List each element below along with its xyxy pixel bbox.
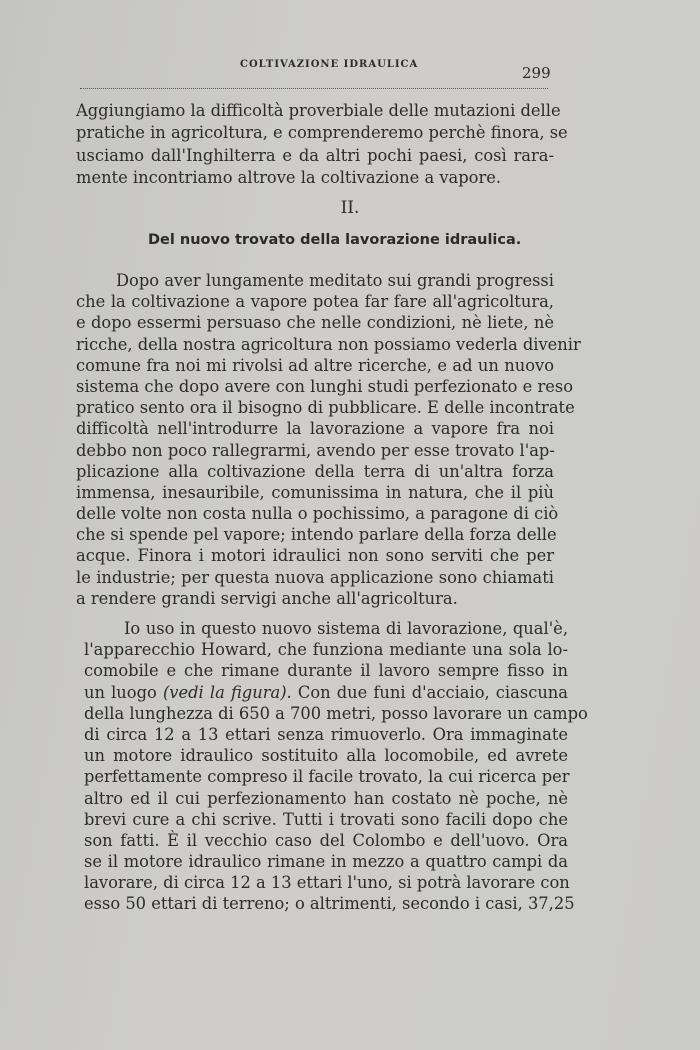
text-line: e dopo essermi persuaso che nelle condizioni, nè liete, nè: [76, 313, 554, 333]
page-number: 299: [522, 64, 551, 82]
text-line: [84, 682, 568, 703]
text-line: perfettamente compreso il facile trovato, la cui ricerca per: [84, 767, 570, 787]
text-line: acque. Finora i motori idraulici non sono serviti che per: [76, 546, 554, 566]
text-line: Dopo aver lungamente meditato sui grandi progressi: [116, 271, 554, 290]
text-line: ricche, della nostra agricoltura non possiamo vederla divenir: [76, 334, 581, 354]
text-line: esso 50 ettari di terreno; o altrimenti, secondo i casi, 37,25: [84, 894, 575, 914]
section-number: II.: [340, 198, 360, 218]
text-line: mente incontriamo altrove la coltivazione a vapore.: [76, 168, 502, 188]
text-line: di circa 12 a 13 ettari senza rimuoverlo. Ora immaginate: [84, 724, 568, 744]
text-line: che la coltivazione a vapore potea far fare all'agricoltura,: [76, 292, 554, 312]
text-line: difficoltà nell'introdurre la lavorazione a vapore fra noi: [76, 419, 554, 439]
text-line: un motore idraulico sostituito alla locomobile, ed avrete: [84, 746, 568, 766]
text-line: brevi cure a chi scrive. Tutti i trovati sono facili dopo che: [84, 809, 568, 829]
text-line: plicazione alla coltivazione della terra di un'altra forza: [76, 461, 554, 481]
text-line: che si spende pel vapore; intendo parlare della forza delle: [76, 525, 557, 545]
text-line: debbo non poco rallegrarmi, avendo per esse trovato l'ap-: [76, 440, 555, 460]
text-span: un luogo: [84, 682, 163, 702]
text-line: Io uso in questo nuovo sistema di lavorazione, qual'è,: [124, 619, 568, 638]
running-title: COLTIVAZIONE IDRAULICA: [240, 59, 419, 70]
text-line: altro ed il cui perfezionamento han costato nè poche, nè: [84, 788, 568, 808]
text-line: Aggiungiamo la difficoltà proverbiale delle mutazioni delle: [76, 101, 561, 120]
paragraph-3: [84, 618, 588, 915]
text-line: pratiche in agricoltura, e comprenderemo perchè finora, se: [76, 123, 568, 143]
text-line: comobile e che rimane durante il lavoro sempre fisso in: [84, 661, 568, 681]
paragraph-2: [76, 270, 581, 609]
header-rule: [80, 88, 548, 89]
paragraph-1: [76, 100, 568, 190]
text-line: usciamo dall'Inghilterra e da altri pochi paesi, così rara-: [76, 145, 554, 165]
section-title: Del nuovo trovato della lavorazione idraulica.: [148, 232, 522, 248]
text-line: sistema che dopo avere con lunghi studi perfezionato e reso: [76, 376, 574, 396]
text-line: della lunghezza di 650 a 700 metri, posso lavorare un campo: [84, 703, 588, 723]
text-line: son fatti. È il vecchio caso del Colombo e dell'uovo. Ora: [84, 830, 568, 850]
text-line: pratico sento ora il bisogno di pubblicare. E delle incontrate: [76, 398, 575, 418]
text-line: delle volte non costa nulla o pochissimo, a paragone di ciò: [76, 504, 559, 524]
text-span: Con due funi d'acciaio, ciascuna: [291, 682, 568, 702]
text-line: se il motore idraulico rimane in mezzo a quattro campi da: [84, 852, 568, 872]
text-line: lavorare, di circa 12 a 13 ettari l'uno, si potrà lavorare con: [84, 873, 570, 893]
text-line: comune fra noi mi rivolsi ad altre ricerche, e ad un nuovo: [76, 355, 554, 375]
text-line: le industrie; per questa nuova applicazione sono chiamati: [76, 567, 554, 587]
text-line: immensa, inesauribile, comunissima in natura, che il più: [76, 482, 554, 502]
figure-reference: (vedi la figura).: [162, 682, 292, 702]
text-line: a rendere grandi servigi anche all'agricoltura.: [76, 588, 458, 608]
text-line: l'apparecchio Howard, che funziona mediante una sola lo-: [84, 640, 568, 660]
